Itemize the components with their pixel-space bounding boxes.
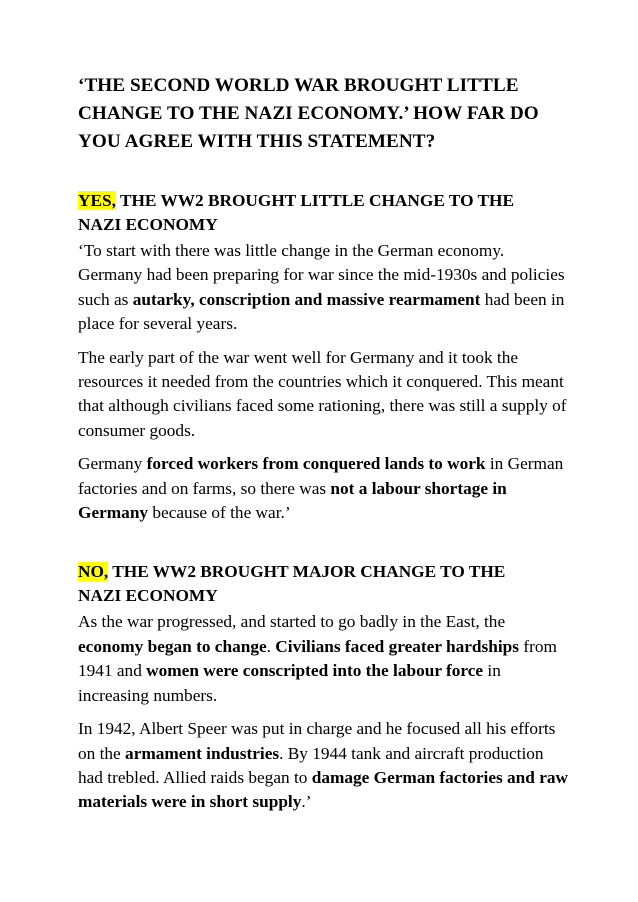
yes-paragraphs	[78, 239, 568, 525]
paragraph	[78, 239, 568, 337]
yes-section	[78, 189, 568, 525]
bold-text: autarky, conscription and massive rearmament	[132, 289, 481, 309]
title-line-1: ‘THE SECOND WORLD WAR BROUGHT LITTLE	[78, 75, 519, 96]
paragraph	[78, 452, 568, 525]
page-title	[78, 72, 568, 156]
document-page	[78, 72, 568, 815]
no-heading-text: THE WW2 BROUGHT MAJOR CHANGE TO THE	[108, 562, 506, 582]
paragraph	[78, 346, 568, 444]
no-paragraphs	[78, 610, 568, 814]
text-run: Germany	[78, 454, 147, 474]
text-run: The early part of the war went well for Germany and it took the resources it needed from the countries which it conquered. This meant that although civilians faced some rationing, there was still a supply of consumer goods.	[78, 347, 567, 440]
text-run: ‘To start with there was little change in the German economy. Germany had been preparing for war since the mid-1930s and policies such as	[78, 241, 565, 309]
bold-text: women were conscripted into the labour force	[146, 661, 484, 681]
yes-highlight: YES,	[78, 191, 116, 210]
text-run: In 1942, Albert Speer was put in charge and he focused all his efforts on the	[78, 719, 556, 763]
bold-text: forced workers from conquered lands to work	[146, 454, 486, 474]
text-run: .	[266, 636, 276, 656]
no-heading-line2: NAZI ECONOMY	[78, 586, 218, 606]
text-run: because of the war.’	[148, 503, 291, 523]
text-run: in increasing numbers.	[78, 661, 501, 705]
no-heading	[78, 560, 568, 608]
yes-heading-text: THE WW2 BROUGHT LITTLE CHANGE TO THE	[115, 191, 515, 210]
bold-text: economy began to change	[78, 636, 267, 656]
title-line-3: YOU AGREE WITH THIS STATEMENT?	[78, 131, 436, 152]
text-run: in German factories and on farms, so there was	[78, 454, 564, 498]
paragraph	[78, 717, 568, 815]
yes-heading	[78, 189, 568, 237]
bold-text: damage German factories and raw materials were in short supply	[78, 767, 569, 812]
bold-text: not a labour shortage in Germany	[78, 478, 507, 523]
paragraph	[78, 610, 568, 708]
text-run: had been in place for several years.	[78, 289, 565, 334]
text-run: .’	[301, 792, 312, 812]
no-section	[78, 560, 568, 814]
title-line-2: CHANGE TO THE NAZI ECONOMY.’ HOW FAR DO	[78, 103, 539, 124]
text-run: from 1941 and	[78, 636, 557, 681]
yes-heading-line2: NAZI ECONOMY	[78, 215, 218, 234]
text-run: . By 1944 tank and aircraft production had trebled. Allied raids began to	[78, 743, 544, 787]
no-highlight: NO,	[78, 562, 109, 582]
bold-text: armament industries	[125, 743, 280, 763]
bold-text: Civilians faced greater hardships	[275, 636, 520, 656]
text-run: As the war progressed, and started to go badly in the East, the	[78, 612, 506, 632]
